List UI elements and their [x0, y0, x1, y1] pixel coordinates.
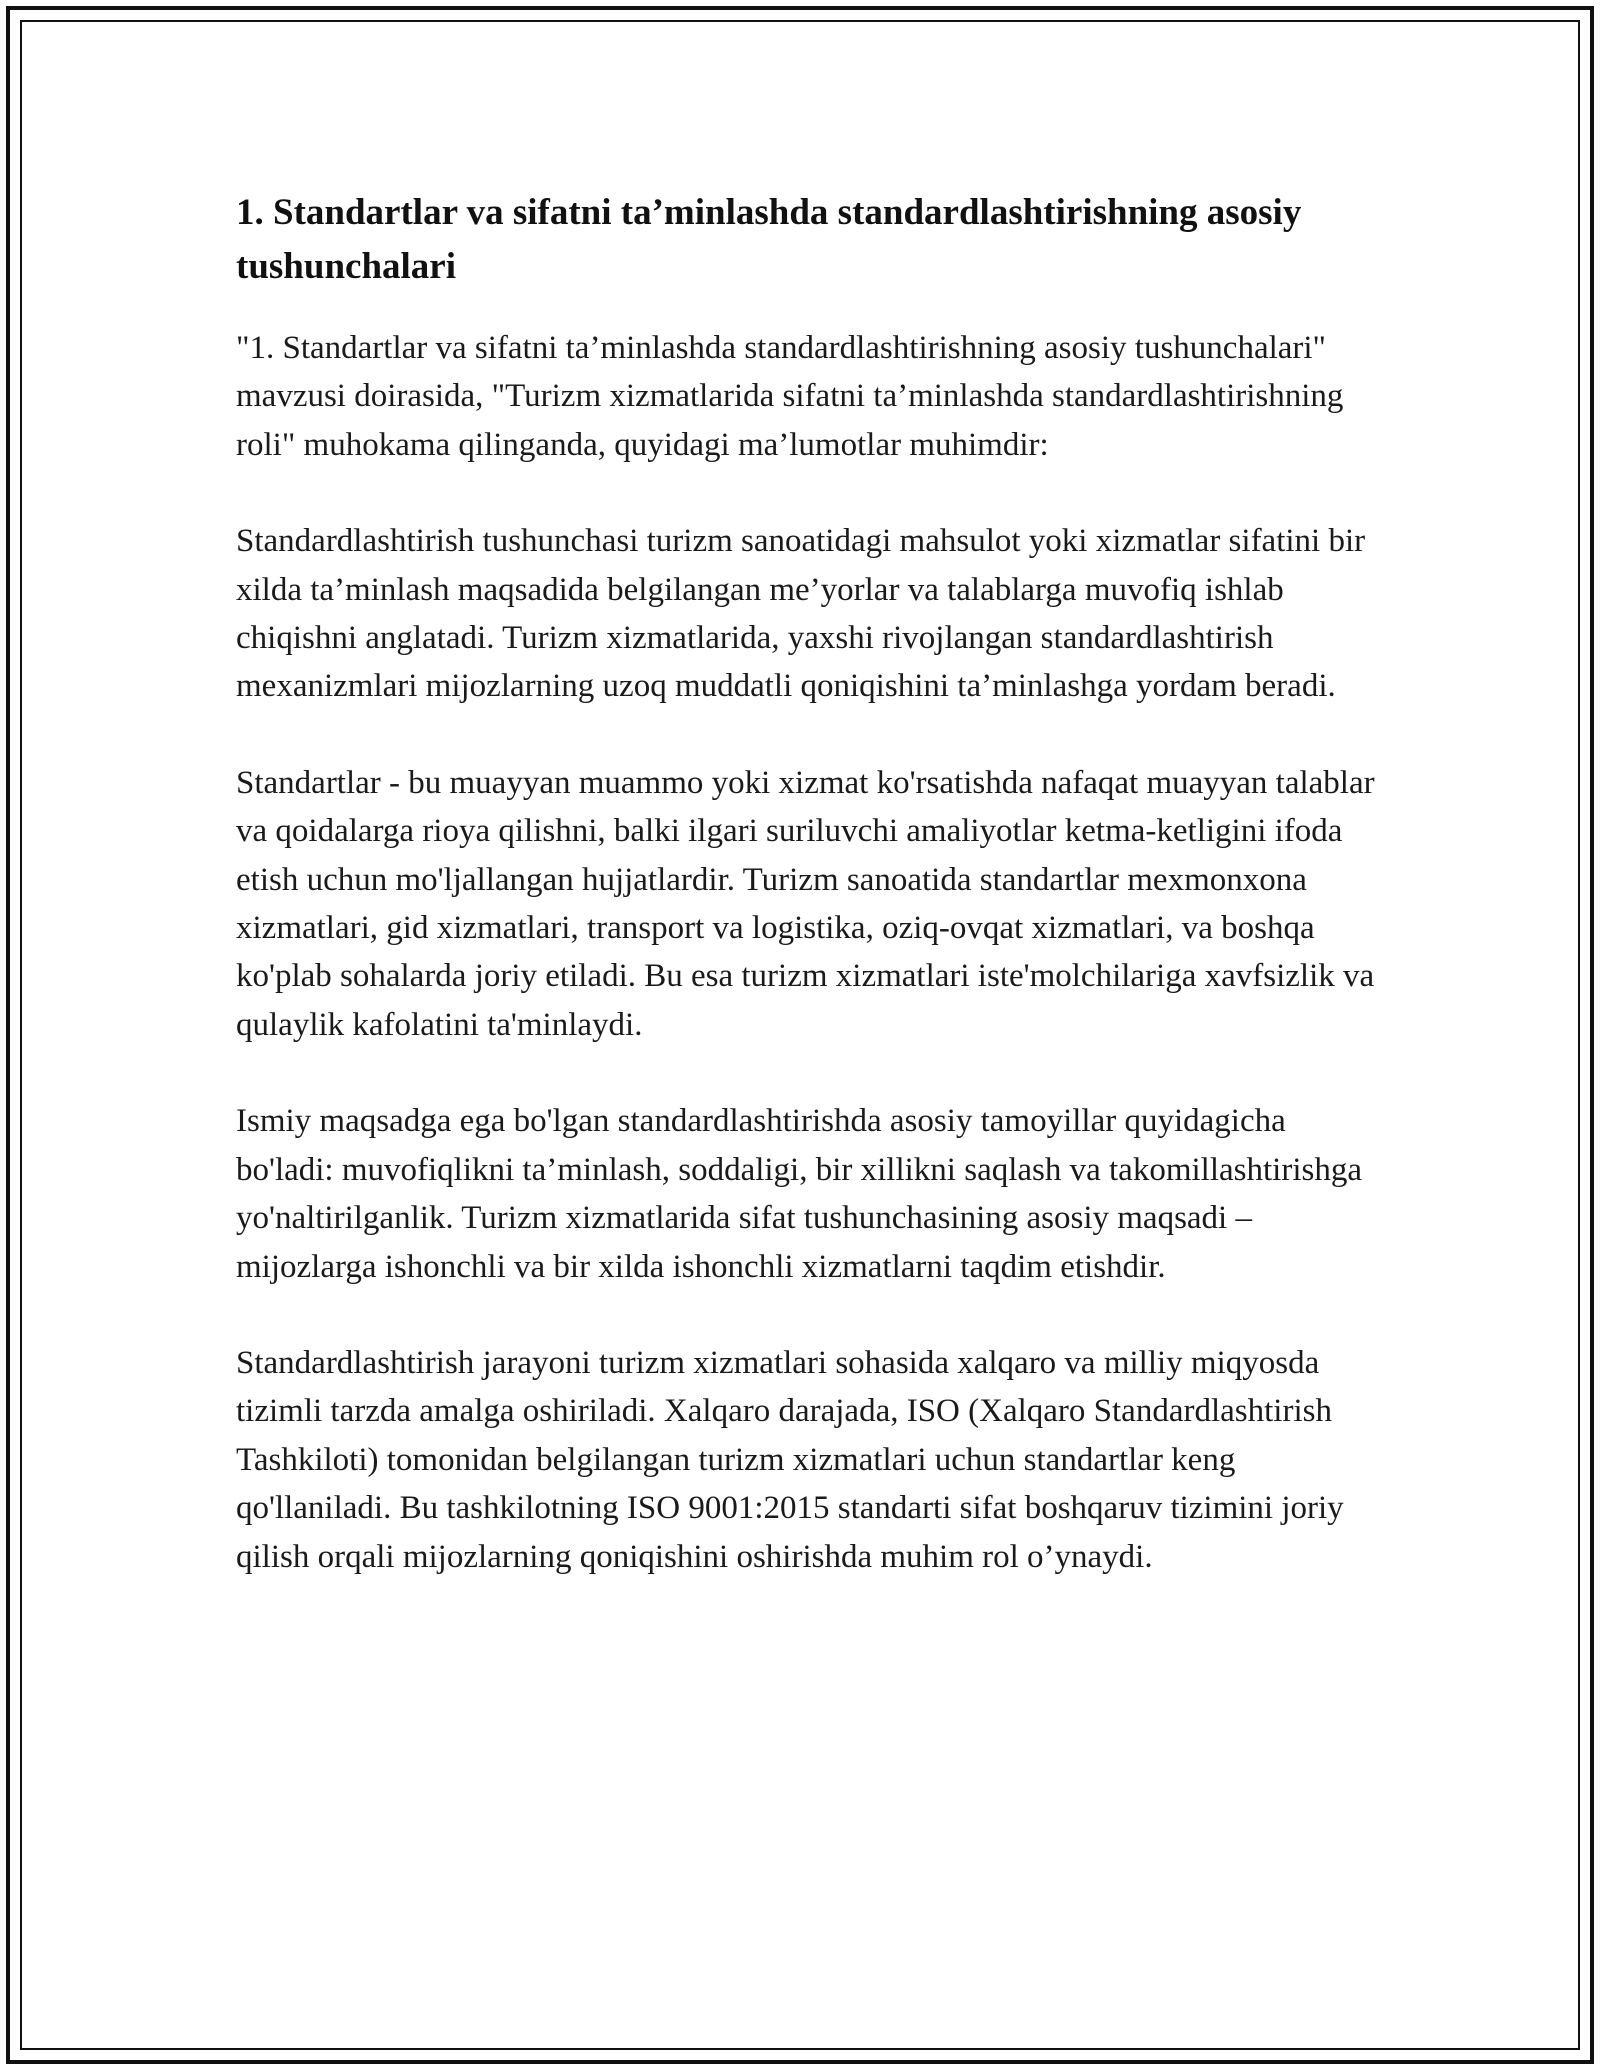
paragraph-iso: Standardlashtirish jarayoni turizm xizmatlari sohasida xalqaro va milliy miqyosda tizimli tarzda amalga oshiriladi. Xalqaro darajada, ISO (Xalqaro Standardlashtirish Tashkiloti) tomonidan belgilangan turizm xizmatlari uchun standartlar keng qo'llaniladi. Bu tashkilotning ISO 9001:2015 standarti sifat boshqaruv tizimini joriy qilish orqali mijozlarning qoniqishini oshirishda muhim rol o’ynaydi. [236, 1344, 1344, 1575]
paragraph-standardization-concept: Standardlashtirish tushunchasi turizm sanoatidagi mahsulot yoki xizmatlar sifatini bir xilda ta’minlash maqsadida belgilangan me’yorlar va talablarga muvofiq ishlab chiqishni anglatadi. Turizm xizmatlarida, yaxshi rivojlangan standardlashtirish mexanizmlari mijozlarning uzoq muddatli qoniqishini ta’minlashga yordam beradi. [236, 523, 1366, 705]
paragraph-principles: Ismiy maqsadga ega bo'lgan standardlashtirishda asosiy tamoyillar quyidagicha bo'ladi: muvofiqlikni ta’minlash, soddaligi, bir xillikni saqlash va takomillashtirishga yo'naltirilganlik. Turizm xizmatlarida sifat tushunchasining asosiy maqsadi – mijozlarga ishonchli va bir xilda ishonchli xizmatlarni taqdim etishdir. [236, 1103, 1362, 1285]
document-body [236, 186, 1376, 1629]
paragraph-standards-definition: Standartlar - bu muayyan muammo yoki xizmat ko'rsatishda nafaqat muayyan talablar va qoidalarga rioya qilishni, balki ilgari suriluvchi amaliyotlar ketma-ketligini ifoda etish uchun mo'ljallangan hujjatlardir. Turizm sanoatida standartlar mexmonxona xizmatlari, gid xizmatlari, transport va logistika, oziq-ovqat xizmatlari, va boshqa ko'plab sohalarda joriy etiladi. Bu esa turizm xizmatlari iste'molchilariga xavfsizlik va qulaylik kafolatini ta'minlaydi. [236, 764, 1375, 1043]
document-title: 1. Standartlar va sifatni ta’minlashda standardlashtirishning asosiy tushunchalari [236, 192, 1302, 287]
paragraph-intro: "1. Standartlar va sifatni ta’minlashda standardlashtirishning asosiy tushunchalari" mavzusi doirasida, "Turizm xizmatlarida sifatni ta’minlashda standardlashtirishning roli" muhokama qilinganda, quyidagi ma’lumotlar muhimdir: [236, 330, 1344, 463]
